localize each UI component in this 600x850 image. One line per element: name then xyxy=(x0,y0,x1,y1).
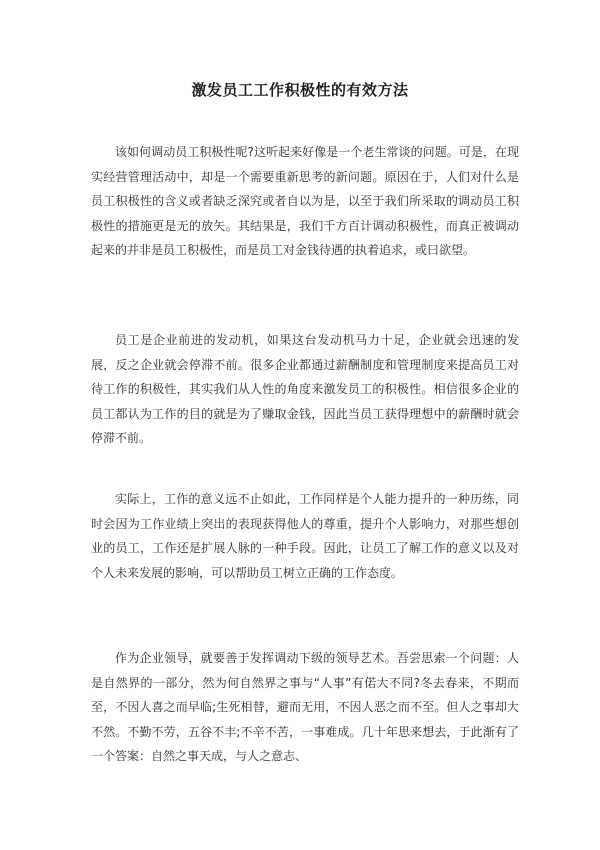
paragraph-4: 作为企业领导，就要善于发挥调动下级的领导艺术。吾尝思索一个问题：人是自然界的一部分，然为何自然界之事与“人事”有偌大不同?冬去春来，不期而至，不因人喜之而早临;生死相替，避而无用，不因人恶之而不至。但人之事却大不然。不勤不劳，五谷不丰;不辛不苦，一事难成。几十年思来想去，于此渐有了一个答案：自然之事天成，与人之意志、 xyxy=(91,651,519,763)
paragraph-1: 该如何调动员工积极性呢?这听起来好像是一个老生常谈的问题。可是，在现实经营管理活动中，却是一个需要重新思考的新问题。原因在于，人们对什么是员工积极性的含义或者缺乏深究或者自以为是，以至于我们所采取的调动员工积极性的措施更是无的放矢。其结果是，我们千方百计调动积极性，而真正被调动起来的并非是员工积极性，而是员工对金钱待遇的执着追求，或曰欲望。 xyxy=(91,145,519,257)
paragraph-3: 实际上，工作的意义远不止如此，工作同样是个人能力提升的一种历练，同时会因为工作业绩上突出的表现获得他人的尊重，提升个人影响力，对那些想创业的员工，工作还是扩展人脉的一种手段。因此，让员工了解工作的意义以及对个人未来发展的影响，可以帮助员工树立正确的工作态度。 xyxy=(91,492,519,580)
paragraph-2: 员工是企业前进的发动机，如果这台发动机马力十足，企业就会迅速的发展，反之企业就会停滞不前。很多企业都通过薪酬制度和管理制度来提高员工对待工作的积极性，其实我们从人性的角度来激发员工的积极性。相信很多企业的员工都认为工作的目的就是为了赚取金钱，因此当员工获得理想中的薪酬时就会停滞不前。 xyxy=(91,333,519,445)
document-title: 激发员工工作积极性的有效方法 xyxy=(191,81,409,99)
